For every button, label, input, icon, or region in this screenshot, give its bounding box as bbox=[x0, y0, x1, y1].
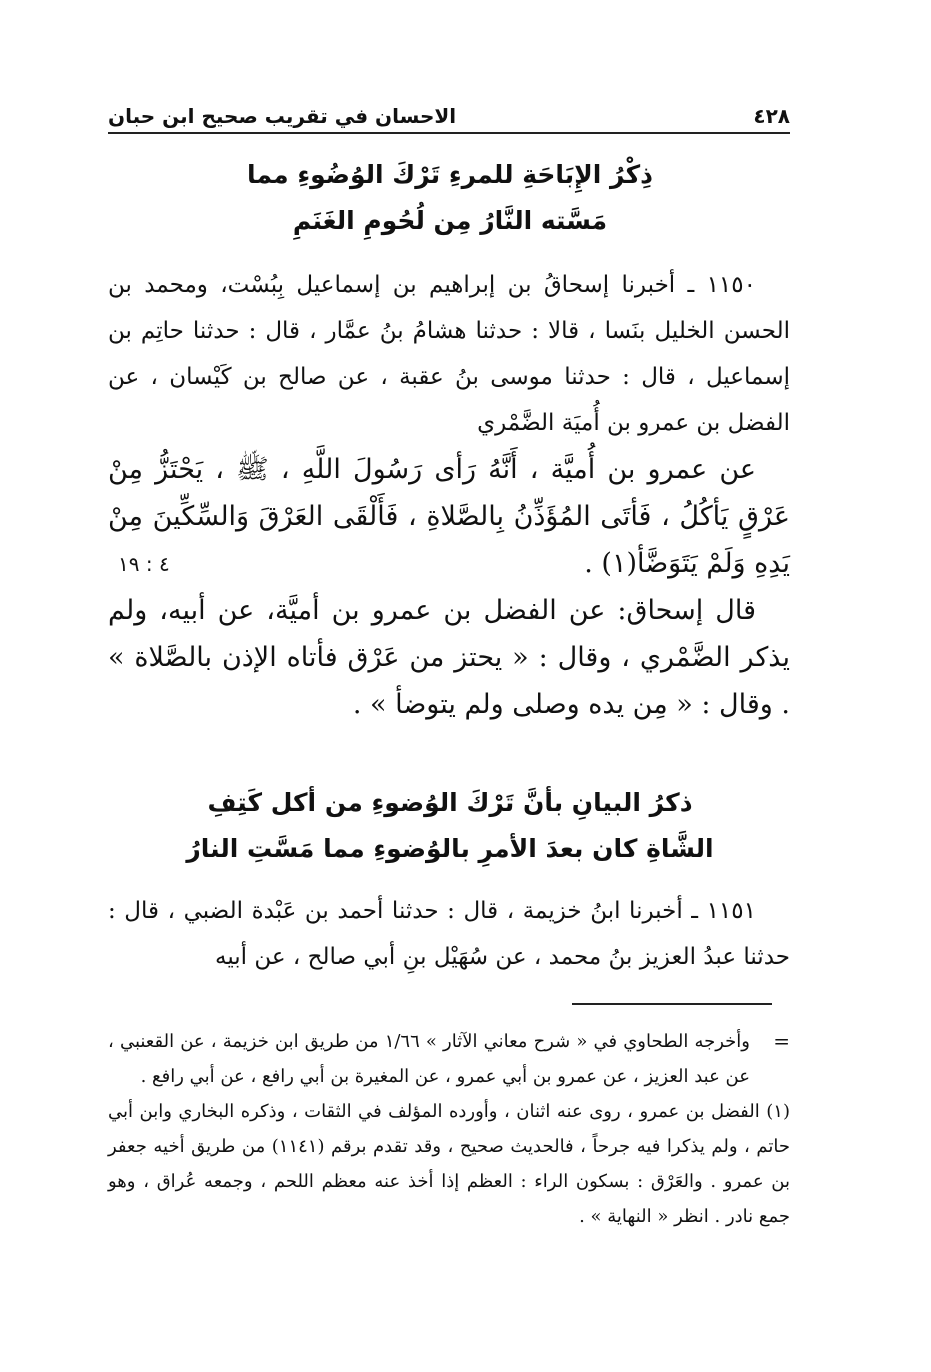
section-heading-1-line2: مَسَّته النَّارُ مِن لُحُومِ الغَنَمِ bbox=[292, 206, 608, 235]
hadith-1151-isnad: ١١٥١ ـ أخبرنا ابنُ خزيمة ، قال : حدثنا أحمد بن عَبْدة الضبي ، قال : حدثنا عبدُ العزيز بنُ محمد ، عن سُهَيْل بنِ أبي صالح ، عن أبيه bbox=[108, 898, 790, 970]
section-heading-1-line1: ذِكْرُ الإِبَاحَةِ للمرءِ تَرْكَ الوُضُوءِ مما bbox=[247, 160, 653, 189]
continuation-mark: = bbox=[773, 1029, 790, 1053]
footnote-continuation bbox=[108, 1024, 790, 1094]
footnote-1: (١) الفضل بن عمرو ، روى عنه اثنان ، وأورده المؤلف في الثقات ، وذكره البخاري وابن أبي حاتم ، ولم يذكرا فيه جرحاً ، فالحديث صحيح ، وقد تقدم برقم (١١٤١) من طريق أخيه جعفر بن عمرو . والعَرْق : بسكون الراء : العظم إذا أخذ عنه معظم اللحم ، وجمعه عُراق ، وهو جمع نادر . انظر « النهاية » . bbox=[108, 1101, 790, 1227]
hadith-1150 bbox=[108, 262, 790, 728]
cross-reference: ٤ : ١٩ bbox=[118, 552, 170, 576]
hadith-1150-note: قال إسحاق: عن الفضل بن عمرو بن أميَّة، عن أبيه، ولم يذكر الضَّمْري ، وقال : « يحتز من عَرْق فأتاه الإذن بالصَّلاة » . وقال : « مِن يده وصلى ولم يتوضأ » . bbox=[108, 595, 790, 720]
footnote-rule bbox=[572, 1003, 772, 1005]
book-title: الاحسان في تقريب صحيح ابن حبان bbox=[108, 104, 457, 128]
footnote-continuation-text: وأخرجه الطحاوي في « شرح معاني الآثار » ١/٦٦ من طريق ابن خزيمة ، عن القعنبي ، عن عبد العزيز ، عن عمرو بن أبي عمرو ، عن المغيرة بن أبي رافع ، عن أبي رافع . bbox=[108, 1031, 750, 1087]
section-heading-2 bbox=[110, 780, 790, 872]
section-heading-2-line1: ذكرُ البيانِ بأنَّ تَرْكَ الوُضوءِ من أكل كَتِفِ bbox=[207, 788, 693, 817]
footnotes bbox=[108, 1024, 790, 1234]
hadith-1150-matn: عن عمرو بن أُميَّة ، أَنَّهُ رَأى رَسُولَ اللَّهِ ، ﷺ ، يَحْتَزُّ مِنْ عَرْقٍ يَأكُلُ ، فَأتَى المُؤَذِّنُ بِالصَّلاةِ ، فَأَلْقَى العَرْقَ وَالسِّكِّينَ مِنْ يَدِهِ وَلَمْ يَتَوَضَّأ(١) . bbox=[108, 454, 790, 579]
running-header bbox=[108, 88, 790, 128]
hadith-1151 bbox=[108, 888, 790, 980]
section-heading-2-line2: الشَّاةِ كان بعدَ الأمرِ بالوُضوءِ مما مَسَّتِ النارُ bbox=[186, 834, 714, 863]
header-rule bbox=[108, 132, 790, 134]
section-heading-1 bbox=[110, 152, 790, 244]
hadith-1150-isnad: ١١٥٠ ـ أخبرنا إسحاقُ بن إبراهيم بن إسماعيل بِبُسْت، ومحمد بن الحسن الخليل بنَسا ، قالا : حدثنا هشامُ بنُ عمَّار ، قال : حدثنا حاتِم بن إسماعيل ، قال : حدثنا موسى بنُ عقبة ، عن صالح بن كَيْسان ، عن الفضل بن عمرو بن أُميَة الضَّمْري bbox=[108, 272, 790, 436]
page-number: ٤٢٨ bbox=[753, 104, 790, 128]
